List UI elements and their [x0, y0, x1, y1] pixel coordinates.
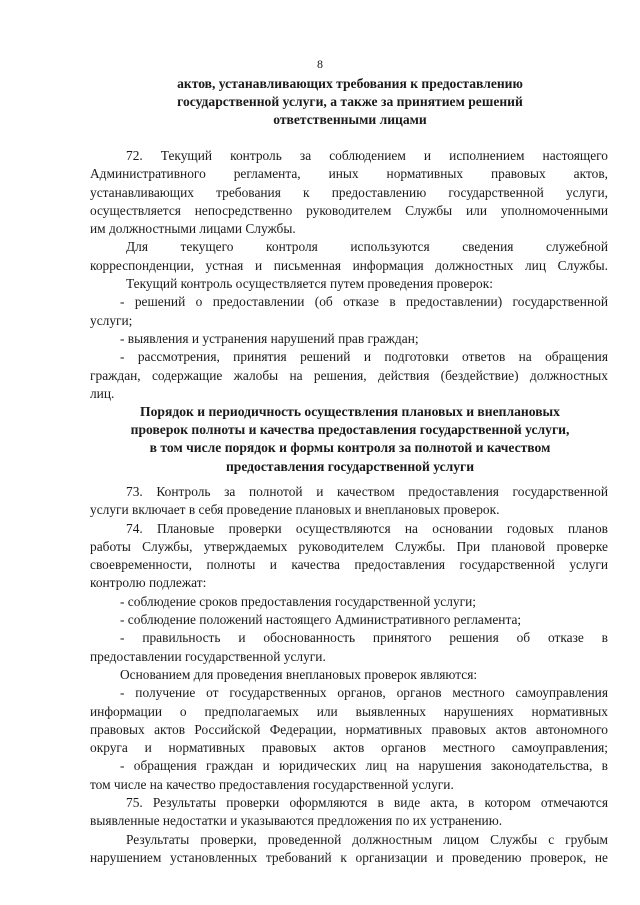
text-line: выявленные недостатки и указываются предложения по их устранению. — [90, 813, 503, 829]
text-line: услуги включает в себя проведение плановых и внеплановых проверок. — [90, 502, 500, 518]
text-line: округа и нормативных правовых актов органов местного самоуправления; — [90, 740, 608, 756]
text-line: - соблюдение положений настоящего Административного регламента; — [120, 612, 522, 628]
text-line: информации о предполагаемых или выявленных нарушениях нормативных — [90, 703, 608, 719]
text-line: осуществляется непосредственно руководителем Службы или уполномоченными — [90, 202, 608, 218]
heading-line: актов, устанавливающих требования к предоставлению — [177, 76, 523, 91]
text-line: - получение от государственных органов, органов местного самоуправления — [120, 685, 608, 701]
text-line: Результаты проверки, проведенной должностным лицом Службы с грубым — [126, 831, 608, 847]
text-line: 75. Результаты проверки оформляются в виде акта, в котором отмечаются — [126, 795, 608, 811]
text-block-inspections — [90, 483, 608, 867]
text-line: работы Службы, утверждаемых руководителем Службы. При плановой проверке — [90, 538, 608, 554]
heading-line: государственной услуги, а также за принятием решений — [177, 94, 523, 110]
text-line: - решений о предоставлении (об отказе в предоставлении) государственной — [120, 294, 608, 310]
text-line: им должностными лицами Службы. — [90, 221, 296, 237]
text-line: правовых актов Российской Федерации, нормативных правовых актов автономного — [90, 721, 608, 737]
text-line: услуги; — [90, 312, 133, 328]
heading-line: в том числе порядок и формы контроля за полнотой и качеством — [149, 440, 551, 456]
heading-line: ответственными лицами — [273, 112, 427, 128]
text-line: нарушением установленных требований к организации и проведению проверок, не — [90, 849, 608, 865]
text-block-current-control — [90, 147, 608, 403]
text-line: 73. Контроль за полнотой и качеством предоставления государственной — [126, 484, 608, 499]
text-line: лиц. — [90, 385, 115, 401]
text-line: Основанием для проведения внеплановых проверок являются: — [120, 666, 478, 682]
text-line: том числе на качество предоставления государственной услуги. — [90, 776, 454, 792]
text-line: Административного регламента, иных нормативных правовых актов, — [90, 166, 608, 182]
text-line: - выявления и устранения нарушений прав граждан; — [120, 330, 419, 346]
page-number: 8 — [317, 57, 323, 71]
text-line: граждан, содержащие жалобы на решения, действия (бездействие) должностных — [90, 367, 608, 383]
text-line: контролю подлежат: — [90, 575, 207, 591]
text-line: - рассмотрения, принятия решений и подготовки ответов на обращения — [120, 349, 608, 365]
text-line: 74. Плановые проверки осуществляются на основании годовых планов — [126, 520, 608, 536]
text-line: 72. Текущий контроль за соблюдением и исполнением настоящего — [126, 148, 608, 163]
text-line: - правильность и обоснованность принятого решения об отказе в — [120, 630, 608, 646]
heading-line: Порядок и периодичность осуществления плановых и внеплановых — [140, 404, 560, 419]
text-line: устанавливающих требования к предоставлению государственной услуги, — [90, 184, 608, 200]
text-line: - соблюдение сроков предоставления государственной услуги; — [120, 593, 476, 609]
text-line: Текущий контроль осуществляется путем проведения проверок: — [126, 276, 493, 292]
text-line: Для текущего контроля используются сведения служебной — [126, 239, 608, 255]
text-line: своевременности, полноты и качества предоставления государственной услуги — [90, 557, 608, 573]
heading-line: предоставления государственной услуги — [225, 458, 475, 474]
section-heading-inspections — [90, 403, 610, 476]
section-heading-control — [90, 75, 610, 130]
heading-line: проверок полноты и качества предоставления государственной услуги, — [130, 422, 570, 438]
text-line: - обращения граждан и юридических лиц на нарушения законодательства, в — [120, 758, 608, 774]
text-line: корреспонденции, устная и письменная информация должностных лиц Службы. — [90, 257, 608, 273]
text-line: предоставлении государственной услуги. — [90, 648, 326, 664]
